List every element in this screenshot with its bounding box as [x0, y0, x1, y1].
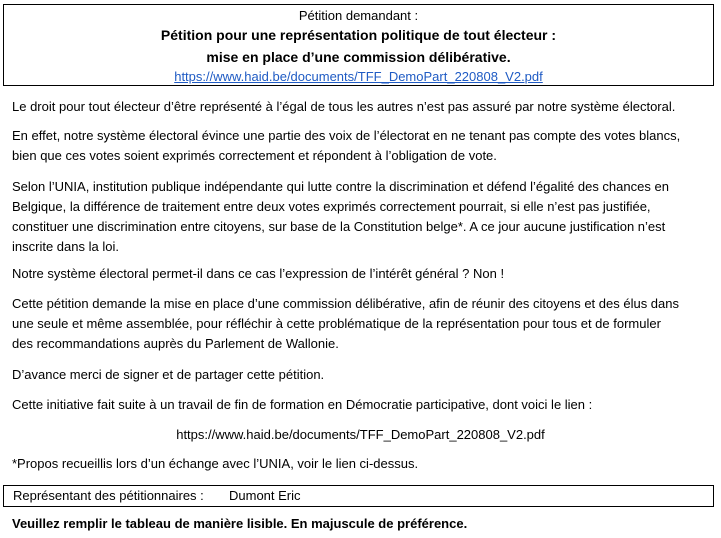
- paragraph-3: [12, 177, 669, 257]
- paragraph-4: [12, 264, 504, 284]
- petition-title-line-2: mise en place d’une commission délibérative.: [206, 49, 511, 65]
- paragraph-7: [12, 395, 592, 415]
- paragraph-5: [12, 294, 679, 354]
- paragraph-2: [12, 126, 680, 166]
- representative-box: [3, 485, 714, 507]
- petition-intro: Pétition demandant :: [298, 8, 419, 23]
- document-link-text: https://www.haid.be/documents/TFF_DemoPart_220808_V2.pdf: [176, 427, 545, 442]
- paragraph-line: des recommandations auprès du Parlement de Wallonie.: [12, 336, 339, 351]
- paragraph-6: [12, 365, 324, 385]
- fill-instruction: Veuillez remplir le tableau de manière lisible. En majuscule de préférence.: [12, 516, 468, 531]
- paragraph-line: bien que ces votes soient exprimés correctement et répondent à l’obligation de vote.: [12, 148, 497, 163]
- paragraph-line: constituer une discrimination entre citoyens, sur base de la Constitution belge*. A ce jour aucune justification n’est: [12, 219, 666, 234]
- paragraph-line: D’avance merci de signer et de partager cette pétition.: [12, 367, 325, 382]
- paragraph-line: une seule et même assemblée, pour réfléchir à cette problématique de la représentation pour tous et de formuler: [12, 316, 661, 331]
- paragraph-line: *Propos recueillis lors d’un échange avec l’UNIA, voir le lien ci-dessus.: [12, 456, 419, 471]
- footnote: [12, 454, 418, 474]
- representative-label: Représentant des pétitionnaires :: [13, 488, 204, 503]
- paragraph-line: Belgique, la différence de traitement entre deux votes exprimés correctement pourrait, si elle n’est pas justifiée,: [12, 199, 651, 214]
- paragraph-line: Selon l’UNIA, institution publique indépendante qui lutte contre la discrimination et défend l’égalité des chances en: [12, 179, 669, 194]
- paragraph-line: Le droit pour tout électeur d’être représenté à l’égal de tous les autres n’est pas assuré par notre système électoral.: [12, 99, 676, 114]
- petition-header-box: [3, 4, 714, 86]
- paragraph-line: Cette pétition demande la mise en place d’une commission délibérative, afin de réunir des citoyens et des élus dans: [12, 296, 679, 311]
- paragraph-line: Cette initiative fait suite à un travail de fin de formation en Démocratie participative, dont voici le lien :: [12, 397, 593, 412]
- paragraph-line: En effet, notre système électoral évince une partie des voix de l’électorat en ne tenant pas compte des votes blancs,: [12, 128, 681, 143]
- paragraph-line: inscrite dans la loi.: [12, 239, 119, 254]
- paragraph-line: Notre système électoral permet-il dans ce cas l’expression de l’intérêt général ? Non !: [12, 266, 505, 281]
- petition-title-line-1: Pétition pour une représentation politique de tout électeur :: [160, 27, 557, 43]
- paragraph-1: [12, 97, 675, 117]
- document-link[interactable]: https://www.haid.be/documents/TFF_DemoPart_220808_V2.pdf: [174, 69, 543, 84]
- representative-name: Dumont Eric: [229, 488, 301, 503]
